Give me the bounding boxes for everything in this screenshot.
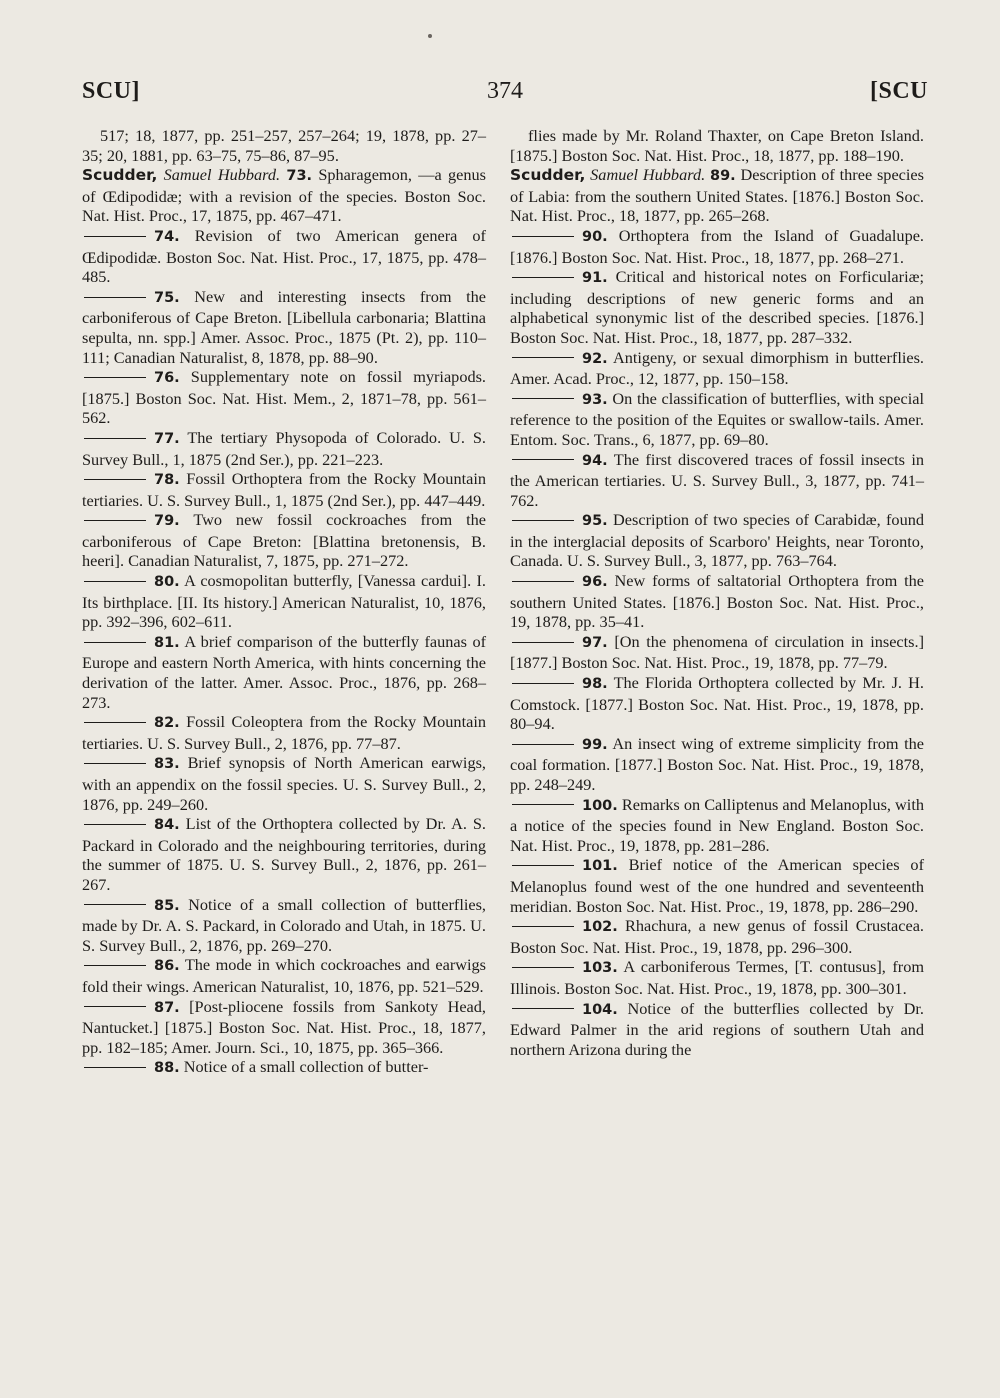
entry-number: 73. xyxy=(286,168,313,185)
entry-number: 89. xyxy=(709,168,736,185)
author-entry xyxy=(510,165,924,226)
bibliography-entry xyxy=(510,632,924,673)
ditto-dash xyxy=(84,824,146,825)
ditto-dash xyxy=(512,277,574,278)
continued-entry xyxy=(82,126,486,165)
entry-text: Description of three species of Labia: from the southern United States. [1876.] Boston Soc. Nat. Hist. Proc., 18, 1877, pp. 265–268. xyxy=(510,165,924,226)
ditto-dash xyxy=(512,744,574,745)
print-speck xyxy=(428,34,432,38)
ditto-dash xyxy=(84,722,146,723)
bibliography-entry xyxy=(82,510,486,571)
entry-text: Description of two species of Carabidæ, found in the interglacial deposits of Scarboro' Heights, near Toronto, Canada. U. S. Survey Bull., 3, 1877, pp. 763–764. xyxy=(510,510,924,571)
entry-text: Fossil Orthoptera from the Rocky Mountain tertiaries. U. S. Survey Bull., 1, 1875 (2nd Ser.), pp. 447–449. xyxy=(82,469,486,510)
entry-number: 77. xyxy=(154,430,180,447)
entry-text: Orthoptera from the Island of Guadalupe. [1876.] Boston Soc. Nat. Hist. Proc., 18, 1877, pp. 268–271. xyxy=(510,225,925,267)
entry-number: 83. xyxy=(154,756,180,773)
entry-number: 88. xyxy=(154,1060,180,1077)
ditto-dash xyxy=(84,642,146,643)
ditto-dash xyxy=(84,904,146,905)
ditto-dash xyxy=(84,236,146,237)
ditto-dash xyxy=(512,967,574,968)
entry-text: Brief notice of the American species of Melanoplus found west of the one hundred and seventeenth meridian. Boston Soc. Nat. Hist. Proc., 19, 1878, pp. 286–290. xyxy=(510,855,924,916)
entry-number: 81. xyxy=(154,634,180,651)
bibliography-entry xyxy=(82,226,486,287)
entry-text: Antigeny, or sexual dimorphism in butterflies. Amer. Acad. Proc., 12, 1877, pp. 150–158. xyxy=(510,347,925,389)
bibliography-entry xyxy=(82,632,486,712)
entry-text: New forms of saltatorial Orthoptera from the southern United States. [1876.] Boston Soc. Nat. Hist. Proc., 19, 1878, pp. 35–41. xyxy=(510,571,924,632)
entry-number: 101. xyxy=(582,858,618,875)
entry-number: 96. xyxy=(582,574,608,591)
author-surname: Scudder, xyxy=(510,166,586,185)
entry-number: 86. xyxy=(154,958,180,975)
right-column xyxy=(510,126,924,1059)
entry-text: An insect wing of extreme simplicity from the coal formation. [1877.] Boston Soc. Nat. Hist. Proc., 19, 1878, pp. 248–249. xyxy=(510,733,925,794)
bibliography-entry xyxy=(510,855,924,916)
ditto-dash xyxy=(512,459,574,460)
entry-text: Revision of two American genera of Œdipodidæ. Boston Soc. Nat. Hist. Proc., 17, 1875, pp. 478–485. xyxy=(82,225,486,287)
ditto-dash xyxy=(512,804,574,805)
ditto-dash xyxy=(512,581,574,582)
ditto-dash xyxy=(84,377,146,378)
ditto-dash xyxy=(84,479,146,480)
bibliography-entry xyxy=(510,571,924,632)
bibliography-entry xyxy=(82,955,486,996)
entry-number: 85. xyxy=(154,897,180,914)
header-left-catchword: SCU] xyxy=(82,78,141,104)
entry-text: Supplementary note on fossil myriapods. [1875.] Boston Soc. Nat. Hist. Mem., 2, 1871–78, pp. 561–562. xyxy=(82,367,487,428)
bibliography-entry xyxy=(82,753,486,814)
entry-text: Remarks on Calliptenus and Melanoplus, with a notice of the species found in New England. Boston Soc. Nat. Hist. Proc., 19, 1878, pp. 281–286. xyxy=(510,794,924,855)
ditto-dash xyxy=(512,236,574,237)
header-right-catchword: [SCU xyxy=(869,78,928,104)
ditto-dash xyxy=(512,926,574,927)
entry-number: 94. xyxy=(582,452,608,469)
bibliography-entry xyxy=(510,734,924,795)
bibliography-entry xyxy=(82,571,486,632)
ditto-dash xyxy=(512,683,574,684)
entry-number: 79. xyxy=(154,513,180,530)
bibliography-entry xyxy=(510,916,924,957)
bibliography-entry xyxy=(510,226,924,267)
ditto-dash xyxy=(84,965,146,966)
ditto-dash xyxy=(84,581,146,582)
left-column xyxy=(82,126,486,1079)
ditto-dash xyxy=(84,1006,146,1007)
bibliography-entry xyxy=(82,287,486,367)
bibliography-entry xyxy=(510,348,924,389)
entry-number: 74. xyxy=(154,228,180,245)
bibliography-entry xyxy=(510,673,924,734)
entry-text: A carboniferous Termes, [T. contusus], from Illinois. Boston Soc. Nat. Hist. Proc., 19, 1878, pp. 300–301. xyxy=(510,957,925,998)
entry-number: 98. xyxy=(582,676,608,693)
entry-number: 75. xyxy=(154,289,180,306)
bibliography-entry xyxy=(82,469,486,510)
entry-number: 91. xyxy=(582,270,608,287)
entry-number: 93. xyxy=(582,391,608,408)
ditto-dash xyxy=(512,865,574,866)
ditto-dash xyxy=(512,398,574,399)
entry-text: 517; 18, 1877, pp. 251–257, 257–264; 19, 1878, pp. 27–35; 20, 1881, pp. 63–75, 75–86, 87–95. xyxy=(82,126,486,165)
ditto-dash xyxy=(512,520,574,521)
author-given-name: Samuel Hubbard. xyxy=(163,165,281,185)
entry-number: 80. xyxy=(154,574,180,591)
entry-number: 102. xyxy=(582,919,618,936)
bibliography-entry xyxy=(82,712,486,753)
entry-number: 100. xyxy=(582,797,618,814)
entry-text: flies made by Mr. Roland Thaxter, on Cape Breton Island. [1875.] Boston Soc. Nat. Hist. Proc., 18, 1877, pp. 188–190. xyxy=(510,126,924,165)
author-given-name: Samuel Hubbard. xyxy=(590,165,706,185)
entry-number: 97. xyxy=(582,634,608,651)
ditto-dash xyxy=(84,763,146,764)
ditto-dash xyxy=(84,520,146,521)
bibliography-entry xyxy=(82,997,486,1058)
entry-text: Critical and historical notes on Forficulariæ; including descriptions of new generic forms and an alphabetical synonymic list of the described species. [1876.] Boston Soc. Nat. Hist. Proc., 18, 1877, pp. 287–332. xyxy=(510,267,924,347)
page-number: 374 xyxy=(487,78,523,104)
bibliography-entry xyxy=(82,814,486,894)
continued-entry xyxy=(510,126,924,165)
bibliography-entry xyxy=(510,450,924,511)
ditto-dash xyxy=(512,1008,574,1009)
bibliography-entry xyxy=(82,367,486,428)
ditto-dash xyxy=(512,357,574,358)
bibliography-entry xyxy=(510,999,924,1060)
entry-text: The Florida Orthoptera collected by Mr. J. H. Comstock. [1877.] Boston Soc. Nat. Hist. Proc., 19, 1878, pp. 80–94. xyxy=(510,673,925,734)
entry-number: 82. xyxy=(154,715,180,732)
entry-text: The tertiary Physopoda of Colorado. U. S. Survey Bull., 1, 1875 (2nd Ser.), pp. 221–223. xyxy=(82,427,486,469)
entry-text: [On the phenomena of circulation in insects.] [1877.] Boston Soc. Nat. Hist. Proc., 19, 1878, pp. 77–79. xyxy=(510,631,925,673)
entry-number: 76. xyxy=(154,370,180,387)
entry-text: Rhachura, a new genus of fossil Crustacea. Boston Soc. Nat. Hist. Proc., 19, 1878, pp. 296–300. xyxy=(510,916,925,957)
bibliography-entry xyxy=(510,510,924,571)
bibliography-entry xyxy=(510,389,924,450)
entry-text: New and interesting insects from the carboniferous of Cape Breton. [Libellula carbonaria; Blattina sepulta, nn. spp.] Amer. Assoc. Proc., 1875 (Pt. 2), pp. 110–111; Canadian Naturalist, 8, 1878, pp. 88–90. xyxy=(82,286,486,367)
ditto-dash xyxy=(84,297,146,298)
entry-text: A brief comparison of the butterfly faunas of Europe and eastern North America, with hints concerning the derivation of the latter. Amer. Assoc. Proc., 1876, pp. 268–273. xyxy=(82,631,487,712)
entry-text: Notice of a small collection of butterflies, made by Dr. A. S. Packard, in Colorado and Utah, in 1875. U. S. Survey Bull., 2, 1876, pp. 269–270. xyxy=(82,894,486,955)
bibliography-entry xyxy=(510,957,924,998)
entry-text: List of the Orthoptera collected by Dr. A. S. Packard in Colorado and the neighbouring territories, during the summer of 1875. U. S. Survey Bull., 2, 1876, pp. 261–267. xyxy=(82,814,486,894)
entry-text: A cosmopolitan butterfly, [Vanessa cardui]. I. Its birthplace. [II. Its history.] American Naturalist, 10, 1876, pp. 392–396, 602–611. xyxy=(82,571,486,632)
bibliography-entry xyxy=(82,1057,486,1079)
ditto-dash xyxy=(84,1067,146,1068)
bibliography-entry xyxy=(510,267,924,347)
bibliography-entry xyxy=(82,428,486,469)
running-header xyxy=(82,78,928,112)
entry-number: 84. xyxy=(154,817,180,834)
entry-text: The first discovered traces of fossil insects in the American tertiaries. U. S. Survey Bull., 3, 1877, pp. 741–762. xyxy=(510,449,924,510)
entry-text: The mode in which cockroaches and earwigs fold their wings. American Naturalist, 10, 1876, pp. 521–529. xyxy=(82,955,487,996)
entry-number: 92. xyxy=(582,350,608,367)
ditto-dash xyxy=(512,642,574,643)
entry-text: Spharagemon, —a genus of Œdipodidæ; with a revision of the species. Boston Soc. Nat. Hist. Proc., 17, 1875, pp. 467–471. xyxy=(82,165,486,226)
entry-number: 103. xyxy=(582,960,618,977)
bibliography-entry xyxy=(82,895,486,956)
entry-text: Fossil Coleoptera from the Rocky Mountain tertiaries. U. S. Survey Bull., 2, 1876, pp. 77–87. xyxy=(82,712,486,753)
entry-number: 87. xyxy=(154,999,180,1016)
entry-number: 99. xyxy=(582,736,608,753)
entry-text: Brief synopsis of North American earwigs, with an appendix on the fossil species. U. S. Survey Bull., 2, 1876, pp. 249–260. xyxy=(82,753,486,814)
author-entry xyxy=(82,165,486,226)
entry-text: Notice of a small collection of butter- xyxy=(183,1057,429,1077)
entry-number: 95. xyxy=(582,513,608,530)
entry-number: 104. xyxy=(582,1001,618,1018)
entry-text: Two new fossil cockroaches from the carboniferous of Cape Breton: [Blattina bretonensis, B. heeri]. Canadian Naturalist, 7, 1875, pp. 271–272. xyxy=(82,510,486,571)
author-surname: Scudder, xyxy=(82,166,158,185)
bibliography-entry xyxy=(510,795,924,856)
entry-text: Notice of the butterflies collected by Dr. Edward Palmer in the arid regions of southern Utah and northern Arizona during the xyxy=(510,998,925,1059)
ditto-dash xyxy=(84,438,146,439)
entry-number: 78. xyxy=(154,472,180,489)
entry-text: [Post-pliocene fossils from Sankoty Head, Nantucket.] [1875.] Boston Soc. Nat. Hist. Proc., 18, 1877, pp. 182–185; Amer. Journ. Sci., 10, 1875, pp. 365–366. xyxy=(82,996,486,1057)
entry-text: On the classification of butterflies, with special reference to the position of the Equites or swallow-tails. Amer. Entom. Soc. Trans., 6, 1877, pp. 69–80. xyxy=(510,388,924,449)
entry-number: 90. xyxy=(582,228,608,245)
